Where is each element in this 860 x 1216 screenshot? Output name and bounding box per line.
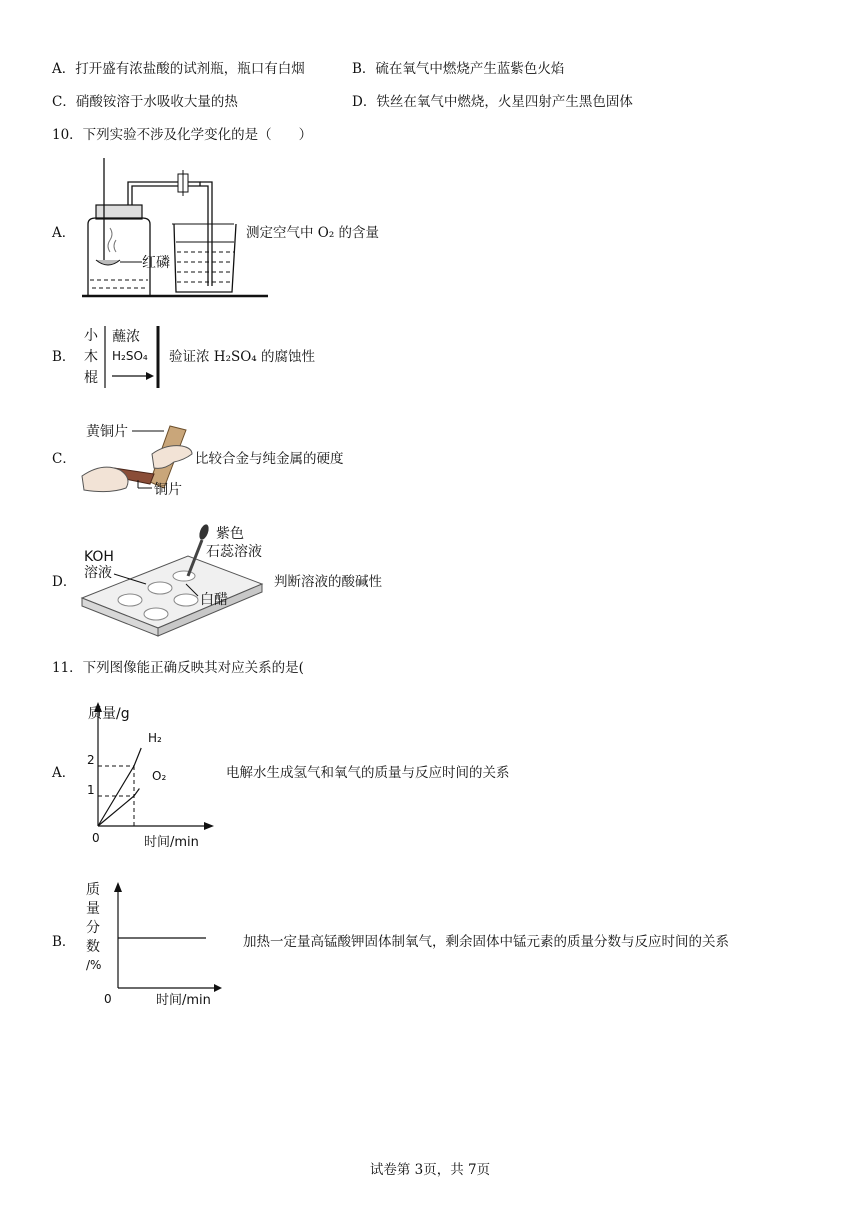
- q11-stem: 11．下列图像能正确反映其对应关系的是(: [52, 660, 304, 676]
- brass-label: 黄铜片: [86, 424, 128, 440]
- scratch-hardness-figure: [80, 418, 196, 504]
- chart-a-origin: 0: [92, 831, 100, 845]
- chart-a-ylabel: 质量/g: [88, 706, 130, 722]
- chart-a-series-h2-label: H₂: [148, 731, 162, 745]
- chart-b-ylabel-4: 数: [86, 939, 100, 955]
- q9-option-b: B．硫在氧气中燃烧产生蓝紫色火焰: [352, 61, 565, 77]
- q10-option-b-text: 验证浓 H₂SO₄ 的腐蚀性: [169, 349, 315, 365]
- q11-option-b-text: 加热一定量高锰酸钾固体制氧气，剩余固体中锰元素的质量分数与反应时间的关系: [243, 934, 729, 950]
- copper-label: 铜片: [154, 482, 182, 498]
- koh-label-2: 溶液: [84, 565, 112, 581]
- chart-b-ylabel-3: 分: [86, 920, 100, 936]
- chart-a-series-o2-label: O₂: [152, 769, 167, 783]
- q10-option-d-letter: D．: [52, 574, 77, 590]
- chart-b-origin: 0: [104, 992, 112, 1006]
- page-footer: 试卷第 3页，共 7页: [369, 1162, 491, 1178]
- koh-label-1: KOH: [84, 549, 114, 565]
- q10-option-a-letter: A．: [52, 225, 76, 241]
- stick-label-1: 小: [84, 328, 98, 344]
- chart-b-ylabel-1: 质: [86, 882, 100, 898]
- q10-option-b-letter: B．: [52, 349, 76, 365]
- manganese-fraction-chart: [82, 876, 222, 1012]
- q10-stem: 10．下列实验不涉及化学变化的是（ ）: [52, 127, 313, 143]
- dip-label: 蘸浓: [112, 329, 140, 345]
- q11-option-a-letter: A．: [52, 765, 76, 781]
- chart-a-line-h2: [98, 748, 141, 826]
- q10-option-c-letter: C．: [52, 451, 76, 467]
- chart-a-ytick-1: 1: [87, 783, 95, 797]
- acid-label: H₂SO₄: [112, 349, 148, 363]
- chart-b-ylabel-2: 量: [86, 901, 100, 917]
- spot-plate-figure: [80, 522, 274, 640]
- stick-label-2: 木: [84, 349, 98, 365]
- q11-option-a-text: 电解水生成氢气和氧气的质量与反应时间的关系: [226, 765, 510, 781]
- vinegar-label: 白醋: [200, 592, 228, 608]
- q10-option-a-text: 测定空气中 O₂ 的含量: [246, 225, 380, 241]
- q11-option-b-letter: B．: [52, 934, 76, 950]
- chart-a-line-o2: [98, 789, 139, 827]
- chart-b-ylabel-5: /%: [86, 958, 102, 972]
- red-phosphorus-apparatus-figure: [80, 158, 270, 300]
- q9-option-c: C．硝酸铵溶于水吸收大量的热: [52, 94, 238, 110]
- chart-a-ytick-2: 2: [87, 753, 95, 767]
- q10-option-d-text: 判断溶液的酸碱性: [274, 574, 382, 590]
- litmus-label-1: 紫色: [216, 526, 244, 542]
- q10-option-c-text: 比较合金与纯金属的硬度: [195, 451, 344, 467]
- q9-option-a: A．打开盛有浓盐酸的试剂瓶，瓶口有白烟: [52, 61, 305, 77]
- stick-label-3: 棍: [84, 370, 98, 386]
- wooden-stick-acid-figure: [80, 324, 164, 392]
- chart-a-xlabel: 时间/min: [144, 835, 199, 850]
- q9-option-d: D．铁丝在氧气中燃烧，火星四射产生黑色固体: [352, 94, 633, 110]
- red-phosphorus-label: 红磷: [142, 255, 170, 271]
- electrolysis-chart: [84, 698, 216, 848]
- chart-b-xlabel: 时间/min: [156, 993, 211, 1008]
- litmus-label-2: 石蕊溶液: [206, 544, 262, 560]
